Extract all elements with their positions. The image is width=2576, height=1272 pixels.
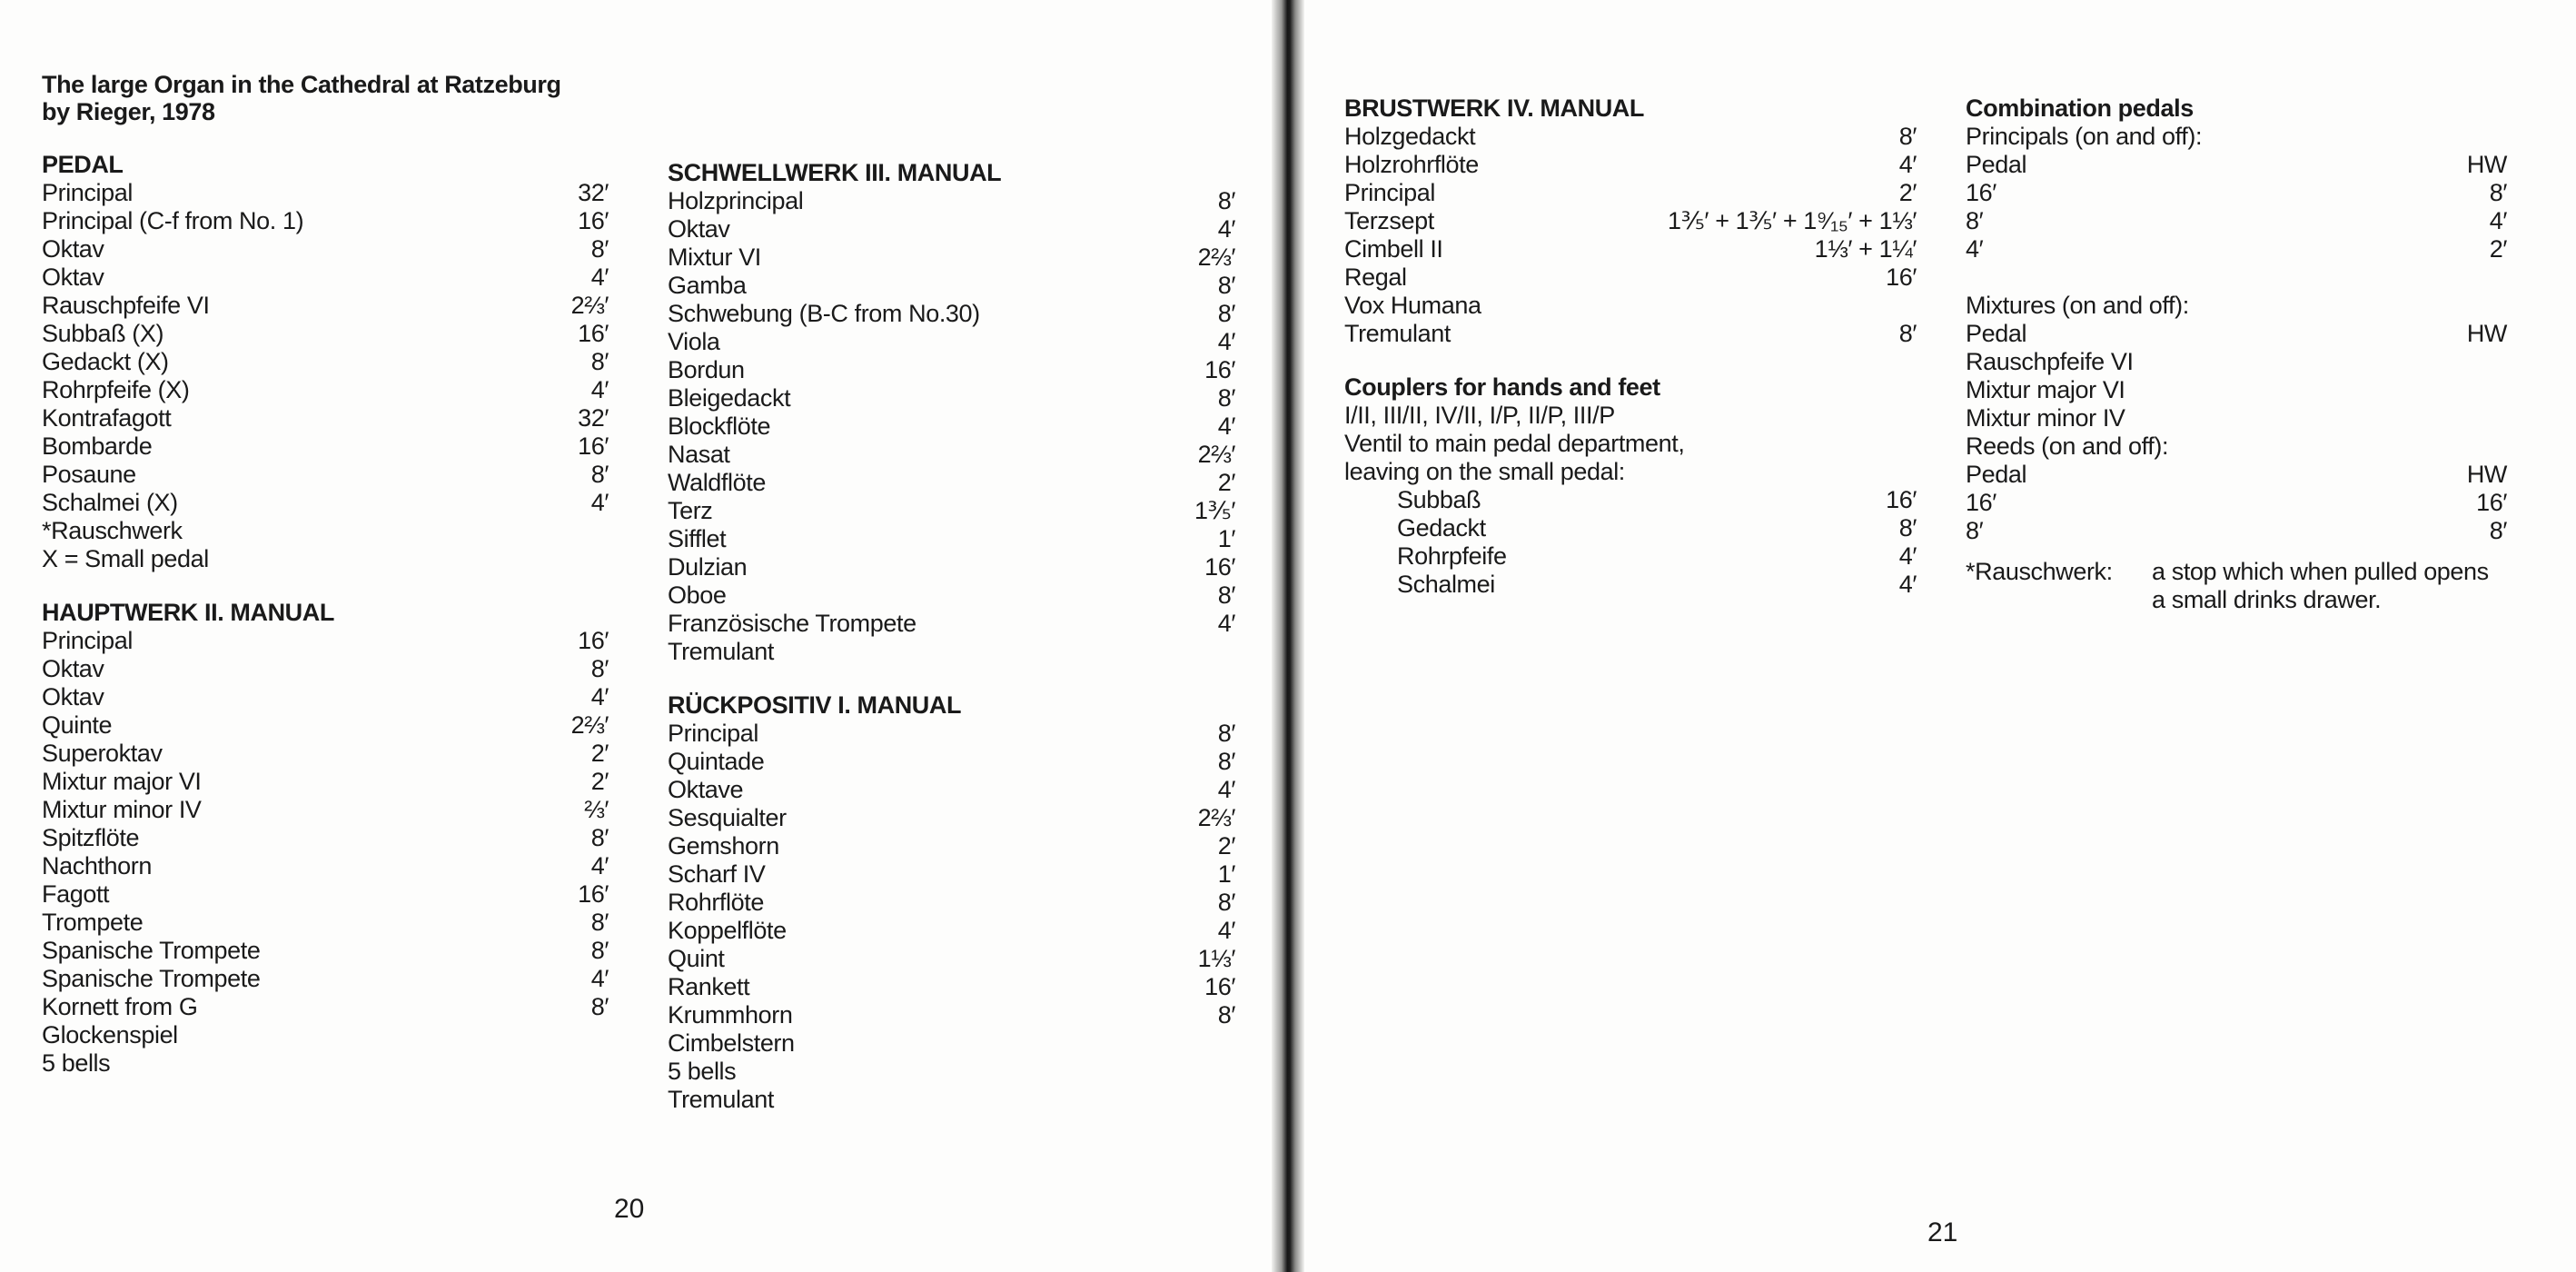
stop-row <box>1397 542 1917 571</box>
stop-size: 1⅓′ <box>1197 945 1235 972</box>
stop-row <box>1344 263 1917 292</box>
stop-row <box>668 525 1235 553</box>
stop-row <box>668 804 1235 832</box>
stop-row <box>1966 376 2507 404</box>
stop-size: 4′ <box>1898 542 1917 570</box>
stop-name: Principal <box>42 179 133 206</box>
stop-size: 8′ <box>1217 720 1235 747</box>
stop-name: Holzrohrflöte <box>1344 151 1479 178</box>
stop-name: Schalmei (X) <box>42 489 178 516</box>
stop-row <box>42 404 609 432</box>
stop-size: 2′ <box>1217 469 1235 496</box>
stop-row <box>668 832 1235 860</box>
couplers-list: I/II, III/II, IV/II, I/P, II/P, III/P <box>1344 402 1615 429</box>
stop-name: 8′ <box>1966 517 1984 544</box>
stop-row <box>42 207 609 235</box>
stop-name: Kontrafagott <box>42 404 172 432</box>
stop-row <box>668 497 1235 525</box>
stop-size: 16′ <box>1886 486 1917 513</box>
stop-name: Oktav <box>668 215 730 243</box>
stop-name: Glockenspiel <box>42 1021 178 1048</box>
stop-row <box>1344 207 1917 235</box>
stop-size: 4′ <box>1217 776 1235 803</box>
stop-size: 32′ <box>578 179 609 206</box>
couplers-section <box>1344 373 1917 599</box>
stop-name: Principal (C-f from No. 1) <box>42 207 304 234</box>
stop-size: 2⅔′ <box>570 711 609 739</box>
stop-row <box>42 179 609 207</box>
stop-size: 8′ <box>1217 748 1235 775</box>
stop-name: Rauschpfeife VI <box>42 292 210 319</box>
stop-row <box>42 852 609 880</box>
stop-size: 4′ <box>1217 610 1235 637</box>
stop-row <box>1344 123 1917 151</box>
stop-row <box>42 461 609 489</box>
stop-name: Nachthorn <box>42 852 152 879</box>
stop-size: 8′ <box>1217 300 1235 327</box>
stop-size: 32′ <box>578 404 609 432</box>
stop-size: 8′ <box>590 461 609 488</box>
stop-size: 2′ <box>1898 179 1917 206</box>
stop-row <box>42 909 609 937</box>
stop-list <box>1966 151 2507 263</box>
stop-size: 4′ <box>1217 328 1235 355</box>
stop-name: Viola <box>668 328 720 355</box>
stop-name: Sifflet <box>668 525 727 552</box>
stop-name: Subbaß (X) <box>42 320 164 347</box>
stop-size: 8′ <box>590 993 609 1020</box>
stop-name: Cimbelstern <box>668 1029 795 1057</box>
stop-row <box>668 889 1235 917</box>
stop-row <box>42 545 609 573</box>
stop-size: 8′ <box>2489 179 2507 206</box>
stop-name: Bombarde <box>42 432 153 460</box>
stop-row <box>42 517 609 545</box>
stop-size: 16′ <box>578 320 609 347</box>
stop-size: 4′ <box>2489 207 2507 234</box>
stop-name: Spanische Trompete <box>42 937 261 964</box>
hauptwerk-section <box>42 599 609 1078</box>
stop-row <box>1344 292 1917 320</box>
stop-size: 4′ <box>590 489 609 516</box>
right-column-2 <box>1966 94 2507 640</box>
stop-name: Quint <box>668 945 725 972</box>
stop-row <box>42 1021 609 1049</box>
stop-row <box>668 412 1235 441</box>
stop-row <box>1344 179 1917 207</box>
stop-name: Posaune <box>42 461 136 488</box>
stop-size: 2′ <box>2489 235 2507 263</box>
stop-size: 8′ <box>1217 889 1235 916</box>
stop-row <box>42 1049 609 1078</box>
stop-size: 16′ <box>578 880 609 908</box>
stop-name: Rankett <box>668 973 750 1000</box>
stop-list <box>668 720 1235 1114</box>
stop-row <box>42 627 609 655</box>
section-heading: HAUPTWERK II. MANUAL <box>42 599 334 626</box>
stop-row <box>1966 404 2507 432</box>
stop-size: 16′ <box>578 432 609 460</box>
stop-row <box>1397 486 1917 514</box>
stop-name: Mixtur major VI <box>42 768 202 795</box>
stop-size: 4′ <box>1217 412 1235 440</box>
stop-name: Principal <box>42 627 133 654</box>
stop-name: Sesquialter <box>668 804 787 831</box>
stop-row <box>668 384 1235 412</box>
rueckpositiv-section <box>668 691 1235 1114</box>
stop-size: 8′ <box>1217 581 1235 609</box>
stop-name: Pedal <box>1966 461 2027 488</box>
stop-size: 8′ <box>1217 1001 1235 1029</box>
stop-name: Oktav <box>42 235 104 263</box>
stop-row <box>668 917 1235 945</box>
section-heading: RÜCKPOSITIV I. MANUAL <box>668 691 962 719</box>
stop-name: Terz <box>668 497 713 524</box>
stop-row <box>1344 235 1917 263</box>
stop-row <box>668 720 1235 748</box>
stop-size: 8′ <box>590 655 609 682</box>
stop-row <box>42 711 609 740</box>
stop-row <box>668 581 1235 610</box>
ventil-line: Ventil to main pedal department, <box>1344 430 1685 457</box>
stop-name: Oktav <box>42 263 104 291</box>
stop-name: Tremulant <box>668 638 774 665</box>
stop-row <box>42 824 609 852</box>
stop-size: 2⅔′ <box>1197 804 1235 831</box>
stop-name: Oktav <box>42 655 104 682</box>
stop-row <box>668 1029 1235 1058</box>
stop-size: 16′ <box>1204 356 1235 383</box>
stop-name: Rohrpfeife <box>1397 542 1507 570</box>
page-number: 20 <box>614 1194 645 1224</box>
stop-name: Nasat <box>668 441 730 468</box>
stop-row <box>668 748 1235 776</box>
stop-size: 16′ <box>1886 263 1917 291</box>
stop-row <box>42 376 609 404</box>
stop-name: Quinte <box>42 711 113 739</box>
left-column-1 <box>42 71 609 1103</box>
stop-size: 4′ <box>590 965 609 992</box>
stop-row <box>1397 514 1917 542</box>
stop-name: Pedal <box>1966 151 2027 178</box>
stop-size: 8′ <box>590 937 609 964</box>
stop-size: 4′ <box>1898 571 1917 598</box>
stop-row <box>42 292 609 320</box>
stop-name: Oktave <box>668 776 744 803</box>
stop-row <box>668 973 1235 1001</box>
stop-list <box>1344 486 1917 599</box>
stop-row <box>1966 320 2507 348</box>
stop-name: Oktav <box>42 683 104 711</box>
stop-list <box>1344 123 1917 348</box>
stop-size: 1⅗′ + 1⅗′ + 1⁹⁄₁₅′ + 1⅓′ <box>1668 207 1917 234</box>
stop-name: Gemshorn <box>668 832 779 860</box>
stop-name: Rohrflöte <box>668 889 764 916</box>
stop-name: Quintade <box>668 748 765 775</box>
mixtures-label: Mixtures (on and off): <box>1966 292 2189 319</box>
ventil-line: leaving on the small pedal: <box>1344 458 1625 485</box>
stop-row <box>1966 207 2507 235</box>
stop-row <box>42 263 609 292</box>
stop-name: Kornett from G <box>42 993 198 1020</box>
reeds-label: Reeds (on and off): <box>1966 432 2169 460</box>
stop-name: Mixtur VI <box>668 243 761 271</box>
page-number: 21 <box>1927 1217 1958 1247</box>
stop-size: 4′ <box>590 683 609 711</box>
stop-row <box>1344 151 1917 179</box>
stop-name: Gedackt (X) <box>42 348 169 375</box>
stop-name: Tremulant <box>668 1086 774 1113</box>
stop-row <box>1344 320 1917 348</box>
stop-size: ⅔′ <box>584 796 609 823</box>
stop-name: 5 bells <box>668 1058 737 1085</box>
stop-size: 8′ <box>1217 384 1235 412</box>
left-column-2 <box>668 159 1235 1139</box>
stop-list <box>42 627 609 1078</box>
stop-name: Gamba <box>668 272 747 299</box>
stop-name: Dulzian <box>668 553 748 581</box>
stop-name: Regal <box>1344 263 1407 291</box>
footnote <box>1966 558 2507 614</box>
stop-name: Bleigedackt <box>668 384 791 412</box>
stop-row <box>668 215 1235 243</box>
stop-row <box>668 469 1235 497</box>
stop-size: 8′ <box>590 235 609 263</box>
combination-section <box>1966 94 2507 614</box>
stop-list <box>668 187 1235 666</box>
stop-row <box>42 489 609 517</box>
stop-size: 1⅓′ + 1¼′ <box>1814 235 1917 263</box>
stop-size: 2⅔′ <box>1197 441 1235 468</box>
stop-row <box>42 768 609 796</box>
stop-size: 4′ <box>1217 215 1235 243</box>
stop-name: Schalmei <box>1397 571 1495 598</box>
footnote-term: *Rauschwerk: <box>1966 558 2113 585</box>
stop-name: Subbaß <box>1397 486 1481 513</box>
stop-row <box>668 610 1235 638</box>
stop-row <box>42 683 609 711</box>
pedal-section <box>42 151 609 573</box>
stop-size: 8′ <box>2489 517 2507 544</box>
stop-row <box>668 356 1235 384</box>
stop-list <box>42 179 609 573</box>
stop-size: 2⅔′ <box>1197 243 1235 271</box>
stop-name: Terzsept <box>1344 207 1434 234</box>
stop-row <box>1966 235 2507 263</box>
stop-name: Gedackt <box>1397 514 1486 542</box>
stop-size: 2⅔′ <box>570 292 609 319</box>
stop-size: HW <box>2466 151 2507 178</box>
stop-name: Tremulant <box>1344 320 1451 347</box>
stop-size: 1′ <box>1217 860 1235 888</box>
stop-size: 2′ <box>1217 832 1235 860</box>
stop-name: Französische Trompete <box>668 610 916 637</box>
stop-size: 4′ <box>1217 917 1235 944</box>
stop-row <box>42 796 609 824</box>
stop-name: Holzprincipal <box>668 187 804 214</box>
stop-size: 8′ <box>1217 272 1235 299</box>
stop-name: Rohrpfeife (X) <box>42 376 190 403</box>
stop-size: 4′ <box>590 852 609 879</box>
stop-row <box>668 272 1235 300</box>
stop-row <box>668 945 1235 973</box>
stop-row <box>1966 151 2507 179</box>
stop-row <box>42 320 609 348</box>
stop-size: 8′ <box>590 348 609 375</box>
stop-row <box>1397 571 1917 599</box>
stop-row <box>668 328 1235 356</box>
left-page <box>0 0 1272 1272</box>
schwellwerk-section <box>668 159 1235 666</box>
stop-row <box>42 348 609 376</box>
stop-row <box>42 937 609 965</box>
stop-name: Spitzflöte <box>42 824 140 851</box>
stop-name: Waldflöte <box>668 469 766 496</box>
stop-name: 5 bells <box>42 1049 111 1077</box>
stop-size: 4′ <box>590 376 609 403</box>
stop-name: Cimbell II <box>1344 235 1443 263</box>
brustwerk-section <box>1344 94 1917 348</box>
stop-row <box>42 993 609 1021</box>
stop-name: X = Small pedal <box>42 545 209 572</box>
stop-name: Rauschpfeife VI <box>1966 348 2134 375</box>
stop-row <box>668 860 1235 889</box>
stop-row <box>1966 179 2507 207</box>
stop-name: Krummhorn <box>668 1001 793 1029</box>
stop-row <box>668 243 1235 272</box>
stop-name: *Rauschwerk <box>42 517 183 544</box>
stop-row <box>42 740 609 768</box>
stop-size: HW <box>2466 461 2507 488</box>
stop-name: Oboe <box>668 581 727 609</box>
stop-row <box>1966 348 2507 376</box>
stop-size: HW <box>2466 320 2507 347</box>
stop-name: Blockflöte <box>668 412 771 440</box>
stop-row <box>42 235 609 263</box>
right-column-1 <box>1344 94 1917 624</box>
section-heading: SCHWELLWERK III. MANUAL <box>668 159 1002 186</box>
stop-size: 2′ <box>590 740 609 767</box>
stop-name: Pedal <box>1966 320 2027 347</box>
stop-name: Vox Humana <box>1344 292 1481 319</box>
stop-name: Mixtur major VI <box>1966 376 2125 403</box>
stop-name: Holzgedackt <box>1344 123 1476 150</box>
stop-name: Scharf IV <box>668 860 766 888</box>
stop-name: Principal <box>668 720 758 747</box>
stop-size: 8′ <box>1898 320 1917 347</box>
stop-row <box>668 553 1235 581</box>
stop-name: 4′ <box>1966 235 1984 263</box>
stop-name: Fagott <box>42 880 110 908</box>
stop-list <box>1966 461 2507 545</box>
right-page <box>1304 0 2576 1272</box>
stop-size: 8′ <box>590 909 609 936</box>
section-heading: Couplers for hands and feet <box>1344 373 1660 401</box>
stop-row <box>668 441 1235 469</box>
stop-row <box>42 655 609 683</box>
stop-name: 8′ <box>1966 207 1984 234</box>
stop-row <box>668 776 1235 804</box>
stop-row <box>42 965 609 993</box>
stop-row <box>1966 517 2507 545</box>
section-heading: Combination pedals <box>1966 94 2194 122</box>
stop-name: Trompete <box>42 909 144 936</box>
stop-size: 16′ <box>578 627 609 654</box>
stop-row <box>668 187 1235 215</box>
stop-row <box>668 300 1235 328</box>
stop-row <box>42 432 609 461</box>
stop-name: Principal <box>1344 179 1435 206</box>
book-spine <box>1272 0 1304 1272</box>
stop-row <box>668 1086 1235 1114</box>
stop-size: 8′ <box>590 824 609 851</box>
stop-name: Mixtur minor IV <box>1966 404 2125 432</box>
stop-size: 4′ <box>590 263 609 291</box>
stop-size: 8′ <box>1898 123 1917 150</box>
footnote-definition: a stop which when pulled opens a small drinks drawer. <box>2152 558 2489 613</box>
document-title: The large Organ in the Cathedral at Ratzeburg by Rieger, 1978 <box>42 71 561 125</box>
stop-name: Spanische Trompete <box>42 965 261 992</box>
stop-name: 16′ <box>1966 489 1996 516</box>
stop-name: Koppelflöte <box>668 917 787 944</box>
stop-size: 8′ <box>1898 514 1917 542</box>
stop-size: 16′ <box>1204 973 1235 1000</box>
stop-size: 1⅗′ <box>1194 497 1235 524</box>
stop-row <box>1966 461 2507 489</box>
stop-name: Superoktav <box>42 740 163 767</box>
stop-row <box>668 1058 1235 1086</box>
stop-size: 16′ <box>2476 489 2507 516</box>
principals-label: Principals (on and off): <box>1966 123 2203 150</box>
section-heading: BRUSTWERK IV. MANUAL <box>1344 94 1645 122</box>
stop-size: 16′ <box>578 207 609 234</box>
stop-row <box>668 638 1235 666</box>
stop-size: 8′ <box>1217 187 1235 214</box>
stop-name: Schwebung (B-C from No.30) <box>668 300 980 327</box>
stop-row <box>1966 489 2507 517</box>
stop-name: Mixtur minor IV <box>42 796 202 823</box>
stop-name: Bordun <box>668 356 745 383</box>
stop-size: 1′ <box>1217 525 1235 552</box>
stop-row <box>42 880 609 909</box>
stop-size: 16′ <box>1204 553 1235 581</box>
stop-size: 2′ <box>590 768 609 795</box>
stop-name: 16′ <box>1966 179 1996 206</box>
stop-row <box>668 1001 1235 1029</box>
section-heading: PEDAL <box>42 151 124 178</box>
stop-list <box>1966 320 2507 432</box>
stop-size: 4′ <box>1898 151 1917 178</box>
